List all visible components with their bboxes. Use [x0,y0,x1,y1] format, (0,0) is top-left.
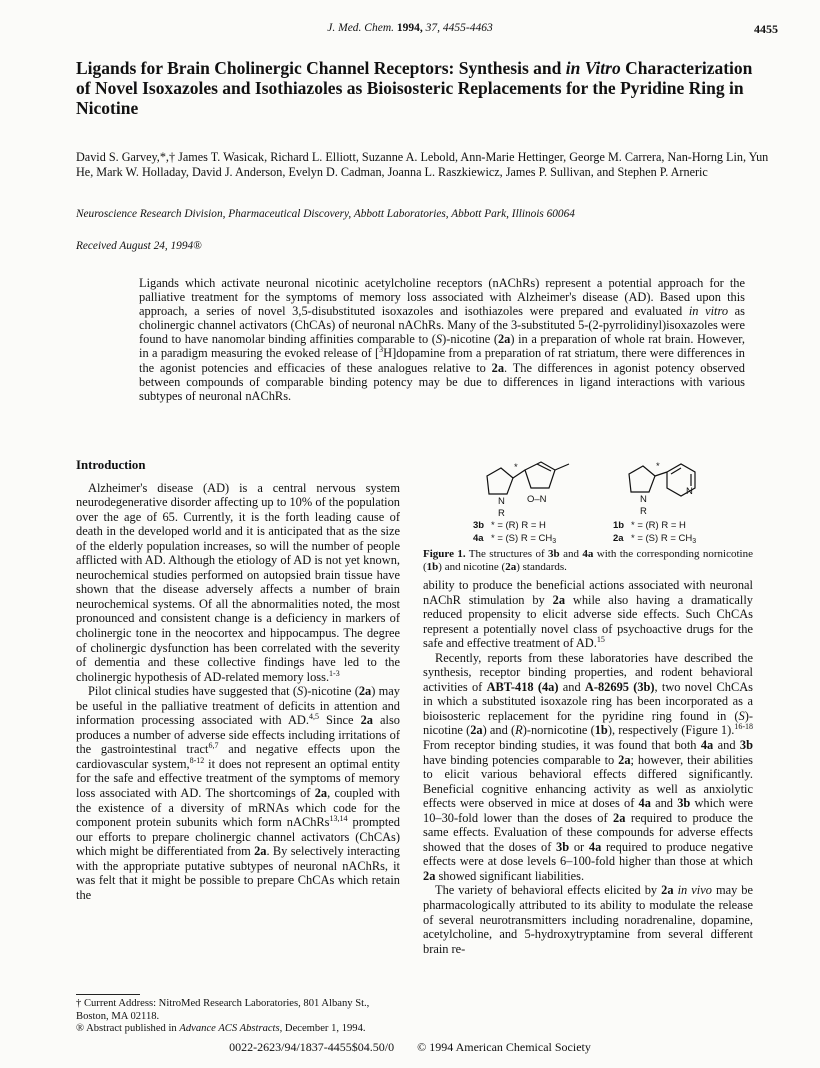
citation: 4,5 [308,712,319,722]
compound-1b-label: 1b [613,520,625,531]
compound-4a-config [491,533,556,544]
paragraph-text: which were 10–30-fold lower than the doses of [423,796,753,825]
paragraph-text: and [713,738,740,753]
compound-ref: 3b [739,738,753,753]
intro-paragraph-2 [76,684,400,902]
paragraph-text: ; however, their abilities to elicit various behavioral effects differed significantly. Beneficial cognitive enhancing activity as well as anxiolytic effects were observed in mice at doses of [423,752,753,811]
compound-3b-config: * = (R) R = H [491,520,546,531]
received-date: Received August 24, 1994® [76,240,202,252]
article-title [76,58,766,118]
right-n-label: N [640,494,647,505]
citation: 1-3 [329,668,340,678]
compound-ref: 2a [618,752,631,767]
abstract-text: H]dopamine from a preparation of rat striatum, there were differences in the agonist potencies and efficacies of these analogues relative to [139,346,746,375]
journal-name: J. Med. Chem. [327,22,395,34]
abstract-italic: in vitro [688,304,729,319]
compound-ref: 2a [470,723,483,738]
compound-ref: 1b [426,561,439,573]
compound-ref: 2a [661,883,674,898]
paragraph-text: )-nicotine ( [303,684,359,699]
compound-ref: 4a [588,839,602,854]
config-text: * = (S) R = CH [631,533,693,544]
paragraph-text: prompted our efforts to prepare cholinergic channel activators (ChCAs) which might be differentiated from [76,815,400,859]
compound-ref: 3b [677,796,691,811]
paragraph-text: showed significant liabilities. [435,868,585,883]
paragraph-text: while also having a dramatically reduced propensity to elicit adverse side effects. Such ChCAs represent a potentially novel class of psychoactive drugs for the safe and effective treatment of AD. [423,592,753,651]
paragraph-text: it does not represent an optimal entity for the safe and effective treatment of the symptoms of memory loss associated with AD. The shortcomings of [76,756,400,801]
right-paragraph-3 [423,883,753,956]
paragraph-text: The variety of behavioral effects elicited by [435,883,662,898]
paragraph-text: , two novel ChCAs in which a substituted isoxazole ring has been incorporated as a bioisosteric replacement for the pyridine ring found in ( [423,679,753,723]
italic-text: R [515,723,523,738]
compound-ref: A-82695 (3b) [584,679,655,694]
caption-text: The structures of [465,548,549,560]
paragraph-text: and [650,796,678,811]
italic-text: S [297,684,304,699]
structure-diagram [423,448,753,544]
page-footer [0,1040,820,1055]
config-text: * = (S) R = CH [491,533,553,544]
abstract-italic: S [435,332,443,347]
methyl-bond [555,464,569,470]
footnotes [76,998,400,1036]
caption-label: Figure 1. [423,548,466,560]
subscript: 3 [692,538,697,544]
right-r-label: R [640,506,647,517]
compound-ref: 2a [360,713,373,728]
paragraph-text: Since [318,713,361,728]
compound-ref: 1b [594,723,608,738]
compound-ref: 2a [423,868,436,883]
paragraph-text: ), respectively (Figure 1). [607,723,735,738]
caption-text: ) and nicotine ( [438,561,506,573]
compound-ref: 2a [254,844,267,859]
compound-ref: 4a [700,738,714,753]
isotope-sup: 3 [379,345,384,355]
caption-text: with the corresponding nornicotine ( [423,548,753,573]
compound-ref: 2a [497,332,511,347]
journal-volume: 37, [425,22,441,34]
compound-2a-label: 2a [613,533,624,544]
paragraph-text: )-nornicotine ( [522,723,595,738]
footnote-text: December 1, 1994. [282,1023,366,1034]
abstract [139,276,745,403]
abstract-text: ) in a preparation of whole rat brain. However, in a paradigm measuring the evoked release of [ [139,332,746,361]
pyrrolidine-ring [629,466,655,492]
pyridine-n-label: N [686,486,693,497]
caption-text: ) standards. [516,561,567,573]
title-text: Ligands for Brain Cholinergic Channel Receptors: Synthesis and [76,58,566,78]
paragraph-text: . By selectively interacting with the appropriate putative subtypes of neuronal nAChRs, it was felt that it might be possible to prepare ChCAs which retain the [76,844,400,902]
abstract-text: )-nicotine ( [442,332,498,347]
compound-ref: 2a [552,592,566,607]
title-text-end: Characterization of Novel Isoxazoles and Isothiazoles as Bioisosteric Replacements for the Pyridine Ring in Nicotine [76,58,753,118]
paragraph-text: ) and ( [482,723,516,738]
paragraph-text: Recently, reports from these laboratories have described the synthesis, receptor binding properties, and rodent behavioral activities of [423,650,753,694]
abstract-text: as cholinergic channel activators (ChCAs) of neuronal nAChRs. Many of the 3-substituted 5-(2-pyrrolidinyl)isoxazoles were found to have nanomolar binding affinities comparable to ( [139,304,745,347]
footnote-divider [76,994,140,995]
compound-ref: 3b [548,548,560,560]
bond [655,472,667,476]
right-column [423,578,753,956]
paragraph-text: and negative effects upon the cardiovascular system, [76,742,400,771]
footnote-text: ® Abstract published in [76,1023,180,1034]
paragraph-text: or [569,839,589,854]
stereo-star: * [514,462,518,473]
left-column [76,458,400,902]
paragraph-text: ) may be useful in the palliative treatment of deficits in attention and information processing associated with AD. [76,684,400,728]
paragraph-text: may be pharmacologically attributed to its ability to modulate the release of several neurotransmitters including noradrenaline, dopamine, acetylcholine, and 5-hydroxytryptamine from several different brain re- [423,883,753,956]
paragraph-text: and [558,679,585,694]
paragraph-text: also produces a number of adverse side effects including irritations of the gastrointestinal tract [76,713,400,757]
compound-2a-config [631,533,696,544]
left-r-label: R [498,508,505,519]
compound-ref: 2a [491,360,505,375]
compound-1b-config: * = (R) R = H [631,520,686,531]
author-list: David S. Garvey,*,† James T. Wasicak, Richard L. Elliott, Suzanne A. Lebold, Ann-Marie Hettinger, George M. Carrera, Nan-Horng Lin, Yun He, Mark W. Holladay, David J. Anderson, Evelyn D. Cadman, Joanna L. Raszkiewicz, James P. Sullivan, and Stephen P. Arneric [76,150,769,179]
compound-ref: 2a [358,684,372,699]
figure-caption [423,548,753,574]
right-paragraph-2 [423,651,753,884]
subscript: 3 [552,538,557,544]
italic-text: in vivo [677,883,712,898]
pyrrolidine-ring [487,468,513,494]
right-paragraph-1 [423,578,753,651]
citation: 13,14 [329,814,348,823]
paragraph-text: have binding potencies comparable to [423,752,619,767]
paragraph-text: )-nicotine ( [423,708,753,738]
structure-3b-4a [487,462,569,494]
article-code: 0022-2623/94/1837-4455$04.50/0 [229,1040,395,1054]
italic-text: S [738,708,745,723]
double-bond [537,464,551,471]
compound-ref: 3b [556,839,570,854]
citation: 15 [596,635,605,645]
paragraph-text: required to produce negative effects were at dose levels 6–100-fold higher than those at which [423,839,753,869]
caption-text: and [559,548,583,560]
citation: 8-12 [189,755,205,765]
abstract-text: . The differences in agonist potency observed between compounds of comparable binding potency may be due to differences in ligand interactions with various subtypes of neuronal nAChRs. [139,360,745,403]
paragraph-text: required to produce the same effects. Evaluation of these compounds for adverse effects showed that the doses of [423,810,753,854]
compound-3b-label: 3b [473,520,485,531]
running-header [0,22,820,34]
compound-ref: ABT-418 (4a) [486,679,559,694]
compound-ref: 2a [613,810,626,825]
left-ring-label: O–N [527,494,547,505]
paragraph-text: Alzheimer's disease (AD) is a central nervous system neurodegenerative disorder affecting up to 10% of the population over the age of 65. Currently, it is the forth leading cause of death in the developed world and it is anticipated that as the size of the elderly population increases, so will the number of people afflicted with AD. Although the etiology of AD is not yet known, neurochemical studies performed on autopsied brain tissue have shown that the disease adversely affects a number of brain neurochemical systems. Of all the abnormalities noted, the most pronounced and consistent change is a deficiency in markers of cholinergic tone in the neocortex and hippocampus. The degree of cholinergic dysfunction has been correlated with the severity of dementia and these collective findings have led to the cholinergic hypothesis of AD-related memory loss. [76,480,400,684]
compound-4a-label: 4a [473,533,484,544]
stereo-star: * [656,461,660,472]
page-number: 4455 [754,22,778,36]
affiliation: Neuroscience Research Division, Pharmaceutical Discovery, Abbott Laboratories, Abbott Park, Illinois 60064 [76,208,575,220]
citation: 16-18 [734,722,754,732]
paragraph-text: From receptor binding studies, it was found that both [423,738,701,753]
abstract-text: Ligands which activate neuronal nicotinic acetylcholine receptors (nAChRs) represent a potential approach for the palliative treatment for the symptoms of memory loss associated with Alzheimer's disease (AD). Based upon this approach, a series of novel 3,5-disubstituted isoxazoles and isothiazoles were prepared and evaluated [139,276,745,319]
compound-ref: 4a [638,796,651,811]
paragraph-text: Pilot clinical studies have suggested that ( [88,684,298,699]
journal-pages: 4455-4463 [442,22,493,34]
paragraph-text: ability to produce the beneficial actions associated with neuronal nAChR stimulation by [423,578,753,607]
section-heading-introduction: Introduction [76,458,146,472]
footnote-italic: Advance ACS Abstracts, [179,1023,283,1034]
footnote-current-address: † Current Address: NitroMed Research Laboratories, 801 Albany St., Boston, MA 02118. [76,998,370,1022]
compound-ref: 2a [314,786,328,801]
intro-paragraph-1 [76,481,400,685]
left-n-label: N [498,496,505,507]
paragraph-text: , coupled with the existence of a diversity of mRNAs which code for the component protein subunits which form nAChRs [76,786,401,830]
compound-ref: 4a [582,548,594,560]
figure-1 [423,448,753,574]
compound-ref: 2a [505,561,517,573]
title-italic: in Vitro [565,58,621,78]
journal-year: 1994, [396,22,423,34]
copyright: © 1994 American Chemical Society [417,1040,591,1054]
footnote-abstract-published [76,1023,400,1036]
citation: 6,7 [208,741,219,751]
